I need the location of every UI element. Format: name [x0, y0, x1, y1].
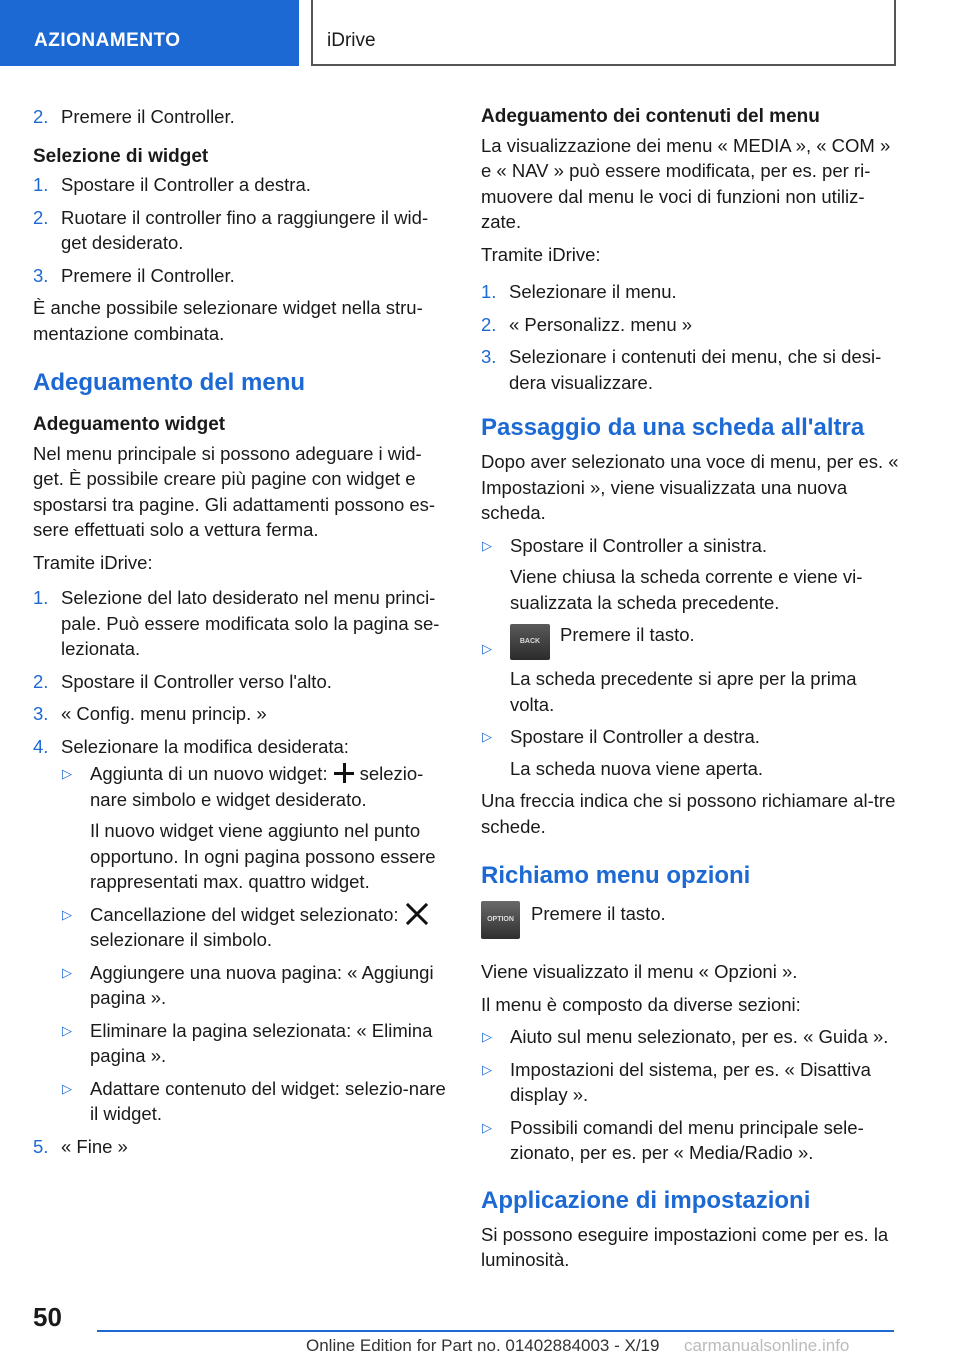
chapter-tab: iDrive — [311, 0, 896, 66]
content-adapt-title: Adeguamento dei contenuti del menu — [481, 106, 820, 127]
list-item: ▷ Aiuto sul menu selezionato, per es. « Guida ». — [481, 1024, 899, 1050]
options-sections — [481, 1024, 899, 1166]
triangle-bullet-icon: ▷ — [482, 1119, 492, 1135]
list-item: ▷ Adattare contenuto del widget: selezio-nare il widget. — [62, 1077, 446, 1124]
list-item: 4. Selezionare la modifica desiderata: ▷ Aggiunta di un nuovo widget: selezio-nare simbolo e widget desiderato. Il nuovo widget viene aggiunto nel punto opportuno. In ogni pagina possono essere rappresentati max. quattro widget. ▷ Cancellazione del widget selezionato: selezionare il simbolo. ▷ Aggiungere una nuova pagina: « Aggiungi pagina ». ▷ Eliminare la pagina selezionata: « Elimina pagina ». ▷ Adattare contenuto del widget: selezio-nare il widget. — [33, 734, 451, 1127]
menu-adapt-heading: Adeguamento del menu — [33, 369, 306, 396]
list-item: 3. Selezionare i contenuti dei menu, che si desi-dera visualizzare. — [481, 346, 882, 393]
continued-steps — [33, 104, 451, 130]
triangle-bullet-icon: ▷ — [62, 1022, 72, 1038]
plus-icon — [334, 763, 354, 783]
triangle-bullet-icon: ▷ — [62, 766, 72, 781]
list-item: 5. « Fine » — [33, 1135, 128, 1157]
list-item: ▷ Aggiungere una nuova pagina: « Aggiungi pagina ». — [62, 961, 434, 1008]
list-item: 1. Spostare il Controller a destra. — [33, 174, 311, 195]
list-item: ▷ Eliminare la pagina selezionata: « Elimina pagina ». — [62, 1019, 433, 1066]
triangle-bullet-icon: ▷ — [482, 537, 492, 553]
add-widget-note: Il nuovo widget viene aggiunto nel punto opportuno. In ogni pagina possono essere rappresentati max. quattro widget. — [90, 820, 436, 892]
right-column — [481, 104, 899, 1280]
triangle-bullet-icon: ▷ — [482, 1029, 492, 1044]
edition-text: Online Edition for Part no. 01402884003 - X/19 — [306, 1336, 660, 1355]
via-idrive-label: Tramite iDrive: — [481, 243, 601, 265]
list-item: 3. Premere il Controller. — [33, 264, 235, 286]
via-idrive-label: Tramite iDrive: — [33, 551, 153, 573]
page-header — [0, 0, 960, 66]
widget-select-steps — [33, 172, 451, 288]
options-shown: Viene visualizzato il menu « Opzioni ». — [481, 961, 798, 982]
section-tab: AZIONAMENTO — [0, 0, 299, 66]
apply-settings-text: Si possono eseguire impostazioni come per es. la luminosità. — [481, 1223, 889, 1270]
triangle-bullet-icon: ▷ — [482, 641, 492, 656]
triangle-bullet-icon: ▷ — [62, 964, 72, 980]
list-item: 2. « Personalizz. menu » — [481, 313, 693, 335]
content-adapt-steps — [481, 279, 899, 395]
modification-options — [61, 761, 451, 1127]
triangle-bullet-icon: ▷ — [62, 906, 72, 922]
widget-adapt-title: Adeguamento widget — [33, 414, 226, 435]
triangle-bullet-icon: ▷ — [482, 1061, 492, 1077]
tab-switch-footer: Una freccia indica che si possono richiamare al-tre schede. — [481, 790, 896, 837]
list-item: ▷ Aggiunta di un nuovo widget: selezio-nare simbolo e widget desiderato. Il nuovo widget viene aggiunto nel punto opportuno. In ogni pagina possono essere rappresentati max. quattro widget. — [61, 761, 451, 895]
apply-settings-heading: Applicazione di impostazioni — [481, 1186, 811, 1214]
list-item: ▷ Possibili comandi del menu principale sele-zionato, per es. per « Media/Radio ». — [482, 1116, 864, 1163]
tab-switch-items — [481, 533, 899, 782]
list-item: ▷ Spostare il Controller a sinistra. Viene chiusa la scheda corrente e viene vi-sualizzata la scheda precedente. — [482, 534, 863, 613]
list-item: 2. Premere il Controller. — [33, 106, 235, 127]
widget-adapt-steps — [33, 585, 451, 1159]
left-column — [33, 104, 451, 1166]
page-number: 50 — [33, 1302, 62, 1332]
tab-switch-heading: Passaggio da una scheda all'altra — [481, 414, 865, 441]
list-item: 1. Selezionare il menu. — [481, 281, 677, 302]
close-icon — [405, 902, 429, 926]
options-menu-heading: Richiamo menu opzioni — [481, 862, 751, 889]
triangle-bullet-icon: ▷ — [62, 1080, 72, 1096]
content-adapt-intro: La visualizzazione dei menu « MEDIA », « COM » e « NAV » può essere modificata, per es. per ri-muovere dal menu le voci di funzioni non utiliz-zate. — [481, 134, 891, 232]
list-item: 2. Spostare il Controller verso l'alto. — [33, 670, 332, 692]
watermark: carmanualsonline.info — [684, 1336, 850, 1355]
widget-select-title: Selezione di widget — [33, 145, 209, 167]
list-item: ▷ Impostazioni del sistema, per es. « Disattiva display ». — [482, 1058, 871, 1105]
list-item: ▷ Spostare il Controller a destra. La scheda nuova viene aperta. — [482, 726, 764, 779]
list-item: 1. Selezione del lato desiderato nel menu princi-pale. Può essere modificata solo la pagina se-lezionata. — [33, 587, 440, 659]
options-composed: Il menu è composto da diverse sezioni: — [481, 993, 801, 1015]
list-item: ▷ Cancellazione del widget selezionato: selezionare il simbolo. — [61, 902, 451, 953]
list-item: 2. Ruotare il controller fino a raggiungere il wid-get desiderato. — [33, 206, 429, 253]
option-button-icon: OPTION — [481, 901, 520, 939]
list-item: ▷ BACK Premere il tasto. La scheda precedente si apre per la prima volta. — [482, 624, 857, 715]
triangle-bullet-icon: ▷ — [482, 729, 492, 744]
option-button-row: OPTION Premere il tasto. — [481, 901, 899, 949]
list-item: 3. « Config. menu princip. » — [33, 703, 267, 724]
widget-select-note: È anche possibile selezionare widget nella stru-mentazione combinata. — [33, 297, 423, 344]
tab-switch-intro: Dopo aver selezionato una voce di menu, per es. « Impostazioni », viene visualizzata una nuova scheda. — [481, 451, 899, 523]
footer-divider — [97, 1330, 894, 1332]
back-button-icon: BACK — [510, 624, 550, 660]
widget-adapt-intro: Nel menu principale si possono adeguare i wid-get. È possibile creare più pagine con widget e spostarsi tra pagine. Gli adattamenti possono es-sere effettuati solo a vettura ferma. — [33, 442, 436, 540]
